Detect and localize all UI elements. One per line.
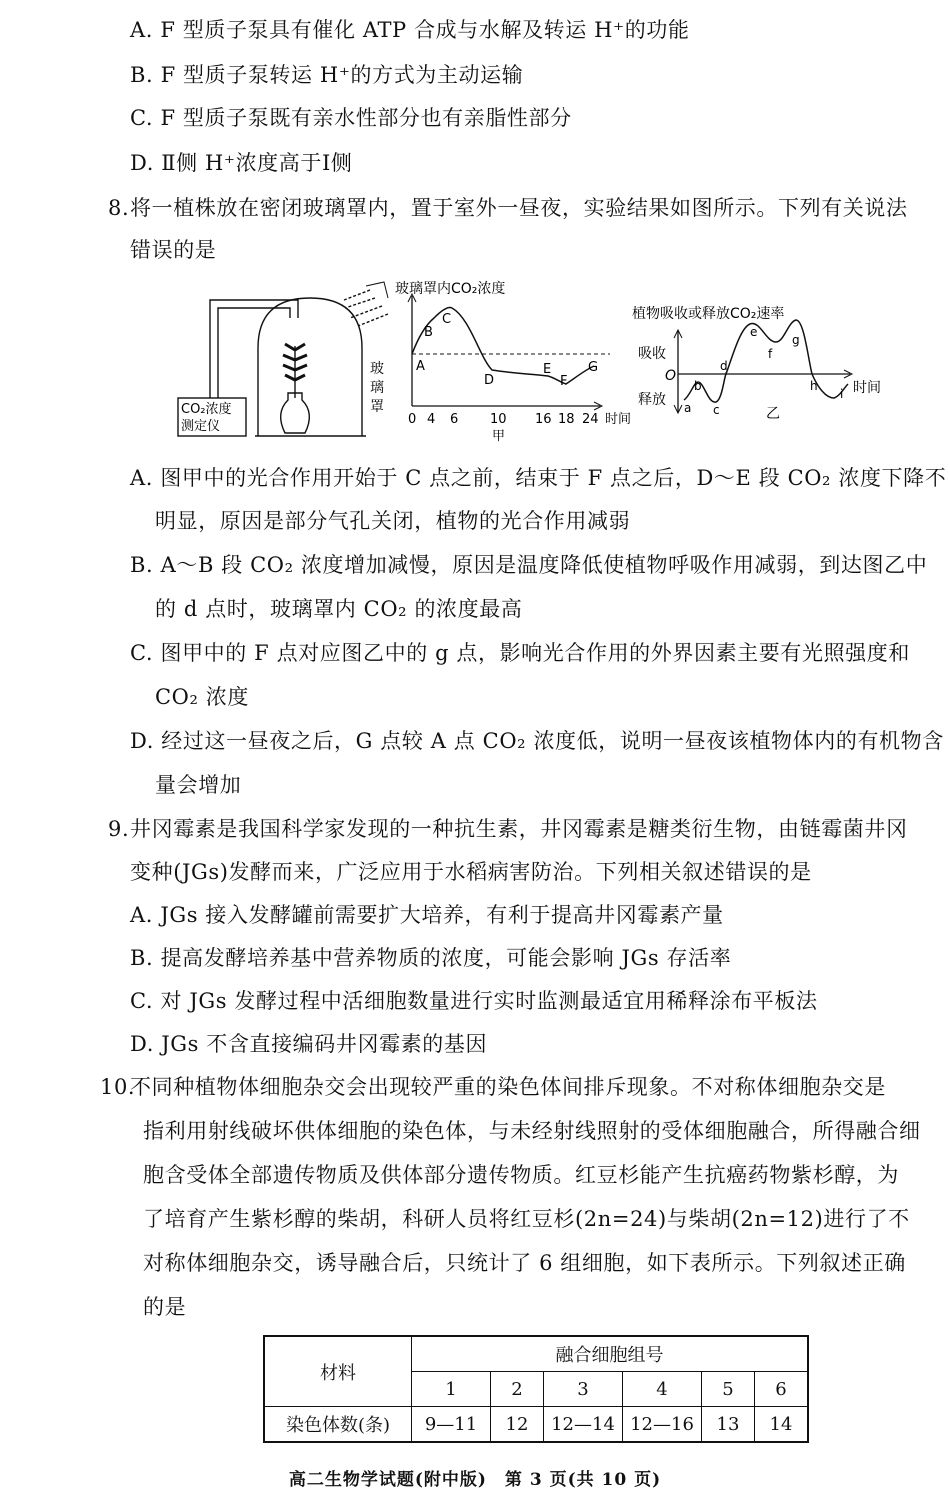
q10-line6: 的是 [143,1295,187,1319]
chart-b [632,305,881,422]
page-footer: 高二生物学试题(附中版) 第 3 页(共 10 页) [288,1470,662,1490]
table-value-2: 12 [491,1407,544,1443]
table-value-6: 14 [755,1407,809,1443]
table-value-5: 13 [702,1407,755,1443]
q8-figure-svg [170,278,910,453]
table-group-6: 6 [755,1372,809,1407]
chart-a-point-d: D [484,373,495,388]
table-group-3: 3 [544,1372,623,1407]
light-rays [344,290,388,326]
q8-option-b-line1: B. A～B 段 CO₂ 浓度增加减慢，原因是温度降低使植物呼吸作用减弱，到达图乙中 [130,553,928,577]
chart-b-point-e: e [750,325,758,339]
chart-a-caption: 甲 [492,429,506,444]
chart-b-curve [684,320,848,402]
cover-label-3: 罩 [370,399,384,415]
chart-b-point-i: i [840,387,844,401]
table-row-label: 染色体数(条) [264,1407,412,1443]
table-row [264,1407,808,1443]
chart-a-xlabel: 时间 [605,412,632,427]
table-header-group: 融合细胞组号 [412,1336,809,1372]
chart-a-point-a: A [416,359,425,374]
chart-b-absorb: 吸收 [638,346,666,362]
chart-a-tick-24: 24 [582,412,599,427]
chart-a-point-g: G [588,360,599,375]
chart-b-release: 释放 [638,392,666,408]
q9-option-b: B. 提高发酵培养基中营养物质的浓度，可能会影响 JGs 存活率 [130,946,732,970]
table-header-material: 材料 [264,1336,412,1407]
chart-b-title: 植物吸收或释放CO₂速率 [632,306,785,322]
q8-option-a-line2: 明显，原因是部分气孔关闭，植物的光合作用减弱 [155,509,631,533]
q8-option-c-line1: C. 图甲中的 F 点对应图乙中的 g 点，影响光合作用的外界因素主要有光照强度和 [130,641,910,665]
chart-b-xlabel: 时间 [853,380,881,396]
q8-number: 8. [108,196,130,220]
table-group-4: 4 [623,1372,702,1407]
flask [281,393,310,433]
chart-a-tick-16: 16 [535,412,552,427]
table-group-1: 1 [412,1372,491,1407]
chart-b-point-g: g [792,333,800,347]
table-group-5: 5 [702,1372,755,1407]
chart-a-tick-10: 10 [490,412,507,427]
chart-a-point-c: C [442,312,452,327]
q8-stem-line2: 错误的是 [130,238,217,262]
q9-option-d: D. JGs 不含直接编码井冈霉素的基因 [130,1032,488,1056]
q10-line4: 了培育产生紫杉醇的柴胡，科研人员将红豆杉(2n=24)与柴胡(2n=12)进行了不 [143,1207,910,1231]
chart-b-origin: O [665,368,677,384]
chart-b-point-b: b [694,379,702,393]
chart-a [395,280,631,444]
chart-a-tick-4: 4 [427,412,436,427]
q8-option-c-line2: CO₂ 浓度 [155,685,249,709]
q10-line2: 指利用射线破坏供体细胞的染色体，与未经射线照射的受体细胞融合，所得融合细 [143,1119,921,1143]
q9-option-a: A. JGs 接入发酵罐前需要扩大培养，有利于提高井冈霉素产量 [130,903,724,927]
q9-number: 9. [108,817,130,841]
chart-b-point-a: a [684,401,692,415]
q7-option-b: B. F 型质子泵转运 H⁺的方式为主动运输 [130,63,524,87]
q9-stem-line1: 井冈霉素是我国科学家发现的一种抗生素，井冈霉素是糖类衍生物，由链霉菌井冈 [130,817,908,841]
chart-a-title: 玻璃罩内CO₂浓度 [395,281,506,297]
chart-a-tick-6: 6 [450,412,459,427]
q8-option-b-line2: 的 d 点时，玻璃罩内 CO₂ 的浓度最高 [155,597,523,621]
q7-option-a: A. F 型质子泵具有催化 ATP 合成与水解及转运 H⁺的功能 [130,18,690,42]
chart-b-point-d: d [720,359,728,373]
q10-number: 10. [100,1075,136,1099]
chart-a-curve [412,307,594,384]
chart-a-tick-0: 0 [408,412,417,427]
q8-option-a-line1: A. 图甲中的光合作用开始于 C 点之前，结束于 F 点之后，D～E 段 CO₂ 浓度下降不 [130,466,947,490]
chart-a-point-b: B [424,325,433,340]
chart-b-point-f: f [768,347,773,361]
q9-option-c: C. 对 JGs 发酵过程中活细胞数量进行实时监测最适宜用稀释涂布平板法 [130,989,818,1013]
q9-stem-line2: 变种(JGs)发酵而来，广泛应用于水稻病害防治。下列相关叙述错误的是 [130,860,812,884]
device-label-2: 测定仪 [181,419,221,434]
device-label-1: CO₂浓度 [181,402,232,417]
fusion-cell-table [263,1335,809,1443]
q8-figure [170,278,910,453]
chart-a-tick-18: 18 [558,412,575,427]
table-header-row [264,1336,808,1372]
table-value-3: 12—14 [544,1407,623,1443]
chart-a-point-e: E [543,362,552,377]
cover-label-2: 璃 [370,380,384,396]
chart-b-point-c: c [713,403,720,417]
q8-stem-line1: 将一植株放在密闭玻璃罩内，置于室外一昼夜，实验结果如图所示。下列有关说法 [130,196,908,220]
q7-option-d: D. Ⅱ侧 H⁺浓度高于Ⅰ侧 [130,151,353,175]
table-group-2: 2 [491,1372,544,1407]
chart-b-caption: 乙 [766,406,780,422]
cover-label-1: 玻 [370,361,384,377]
table-value-4: 12—16 [623,1407,702,1443]
chart-b-point-h: h [810,379,818,393]
q10-line3: 胞含受体全部遗传物质及供体部分遗传物质。红豆杉能产生抗癌药物紫杉醇，为 [143,1163,899,1187]
chart-a-point-f: F [560,374,568,389]
sensor-tube [210,300,298,398]
q10-line5: 对称体细胞杂交，诱导融合后，只统计了 6 组细胞，如下表所示。下列叙述正确 [143,1251,906,1275]
q8-option-d-line2: 量会增加 [155,773,242,797]
q10-line1: 不同种植物体细胞杂交会出现较严重的染色体间排斥现象。不对称体细胞杂交是 [130,1075,886,1099]
q7-option-c: C. F 型质子泵既有亲水性部分也有亲脂性部分 [130,106,572,130]
q8-option-d-line1: D. 经过这一昼夜之后，G 点较 A 点 CO₂ 浓度低，说明一昼夜该植物体内的有机物含 [130,729,944,753]
table-value-1: 9—11 [412,1407,491,1443]
